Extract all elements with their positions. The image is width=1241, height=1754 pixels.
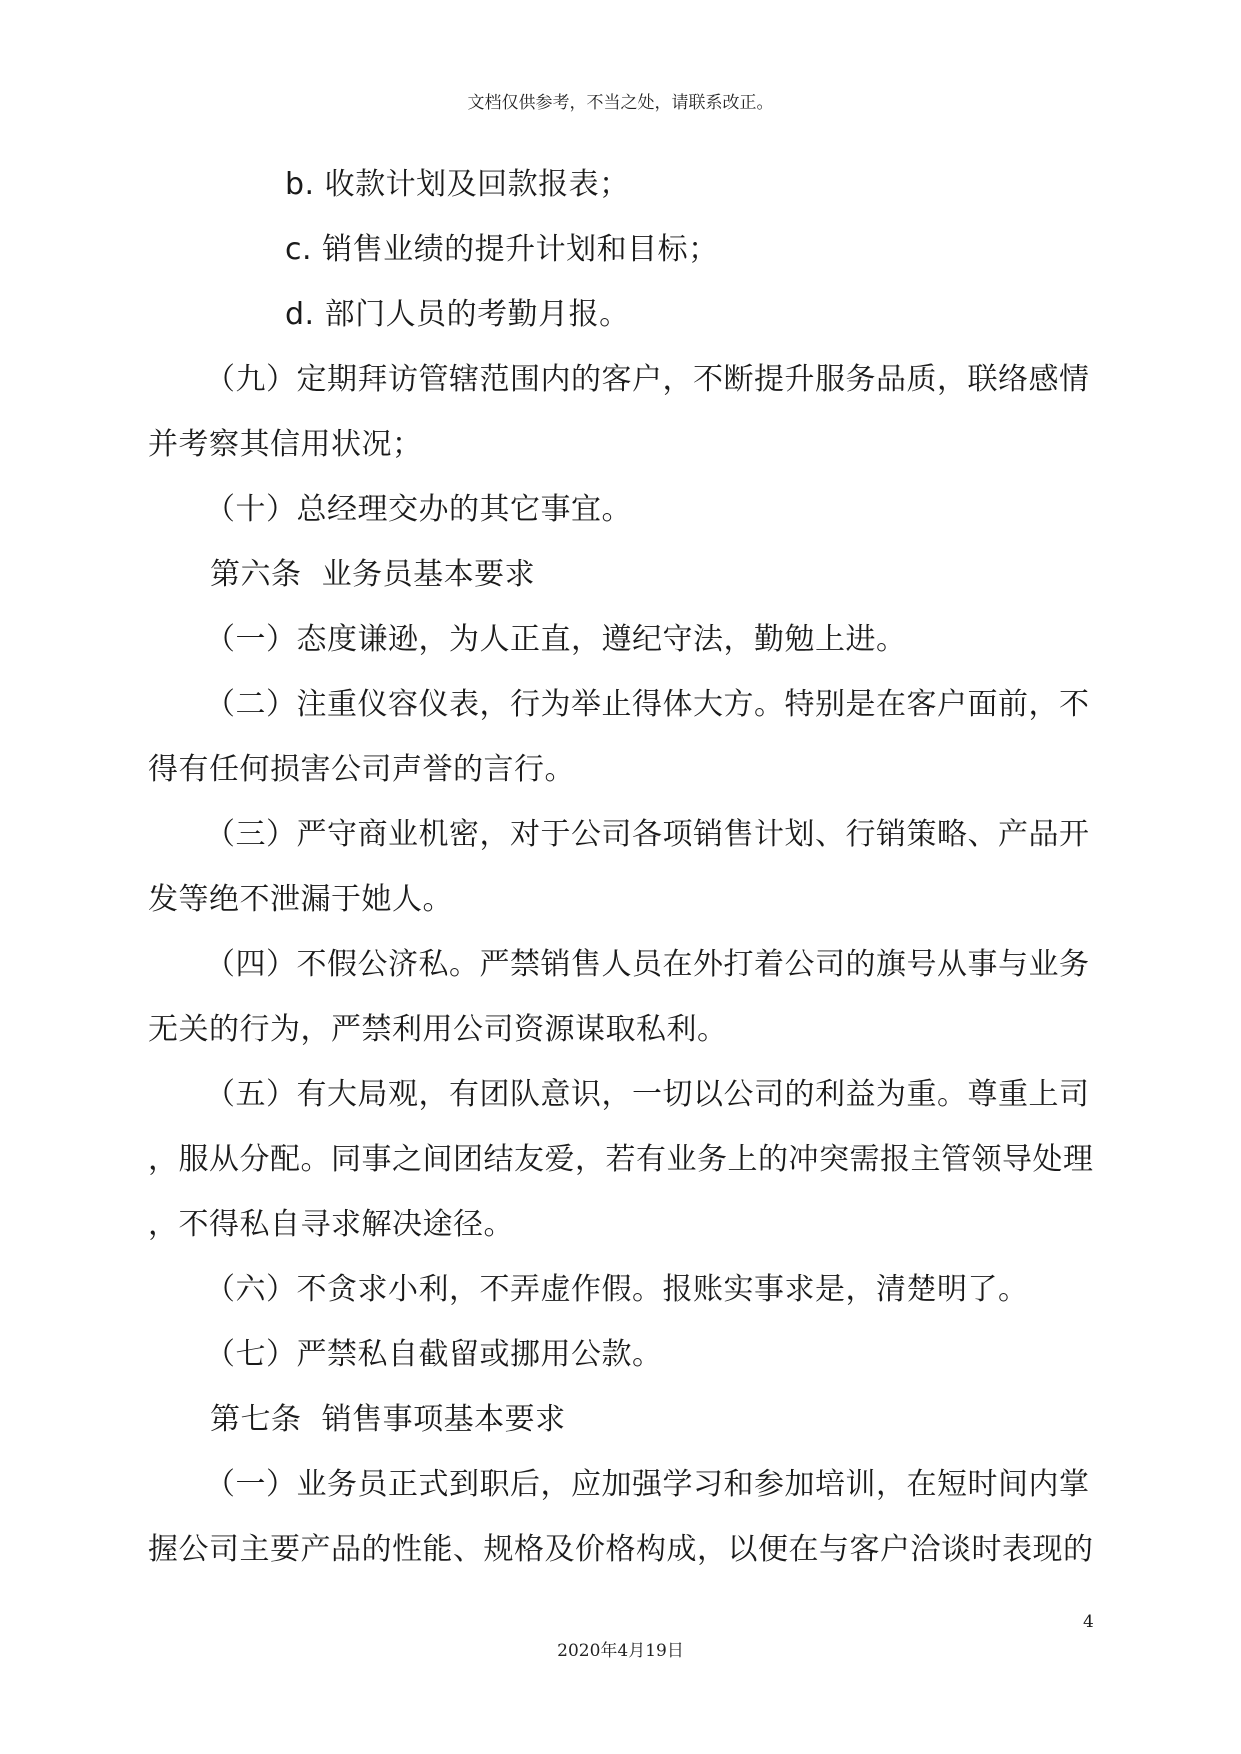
paragraph-line: 握公司主要产品的性能、规格及价格构成，以便在与客户洽谈时表现的 [148,1532,1094,1567]
paragraph-line: 并考察其信用状况； [148,427,423,462]
paragraph-line: ，服从分配。同事之间团结友爱，若有业务上的冲突需报主管领导处理 [148,1142,1094,1177]
paragraph-line: （五）有大局观，有团队意识，一切以公司的利益为重。尊重上司 [205,1077,1090,1112]
paragraph-line: （四）不假公济私。严禁销售人员在外打着公司的旗号从事与业务 [205,947,1090,982]
section-heading: 第七条 销售事项基本要求 [210,1402,566,1437]
paragraph-line: （一）业务员正式到职后，应加强学习和参加培训，在短时间内掌 [205,1467,1090,1502]
list-item-d: d. 部门人员的考勤月报。 [285,297,630,332]
paragraph-line: （一）态度谦逊，为人正直，遵纪守法，勤勉上进。 [205,622,907,657]
paragraph-line: （十）总经理交办的其它事宜。 [205,492,632,527]
paragraph-line: ，不得私自寻求解决途径。 [148,1207,514,1242]
paragraph-line: （二）注重仪容仪表，行为举止得体大方。特别是在客户面前，不 [205,687,1090,722]
paragraph-line: （七）严禁私自截留或挪用公款。 [205,1337,663,1372]
page-footer-date: 2020年4月19日 [557,1641,684,1661]
paragraph-line: 无关的行为，严禁利用公司资源谋取私利。 [148,1012,728,1047]
page-header-note: 文档仅供参考，不当之处，请联系改正。 [467,93,774,113]
list-item-c: c. 销售业绩的提升计划和目标； [285,232,719,267]
paragraph-line: （三）严守商业机密，对于公司各项销售计划、行销策略、产品开 [205,817,1090,852]
paragraph-line: 得有任何损害公司声誉的言行。 [148,752,575,787]
page-number: 4 [1083,1612,1094,1632]
paragraph-line: 发等绝不泄漏于她人。 [148,882,453,917]
paragraph-line: （六）不贪求小利，不弄虚作假。报账实事求是，清楚明了。 [205,1272,1029,1307]
list-item-b: b. 收款计划及回款报表； [285,167,630,202]
paragraph-line: （九）定期拜访管辖范围内的客户，不断提升服务品质，联络感情 [205,362,1090,397]
section-heading: 第六条 业务员基本要求 [210,557,536,592]
